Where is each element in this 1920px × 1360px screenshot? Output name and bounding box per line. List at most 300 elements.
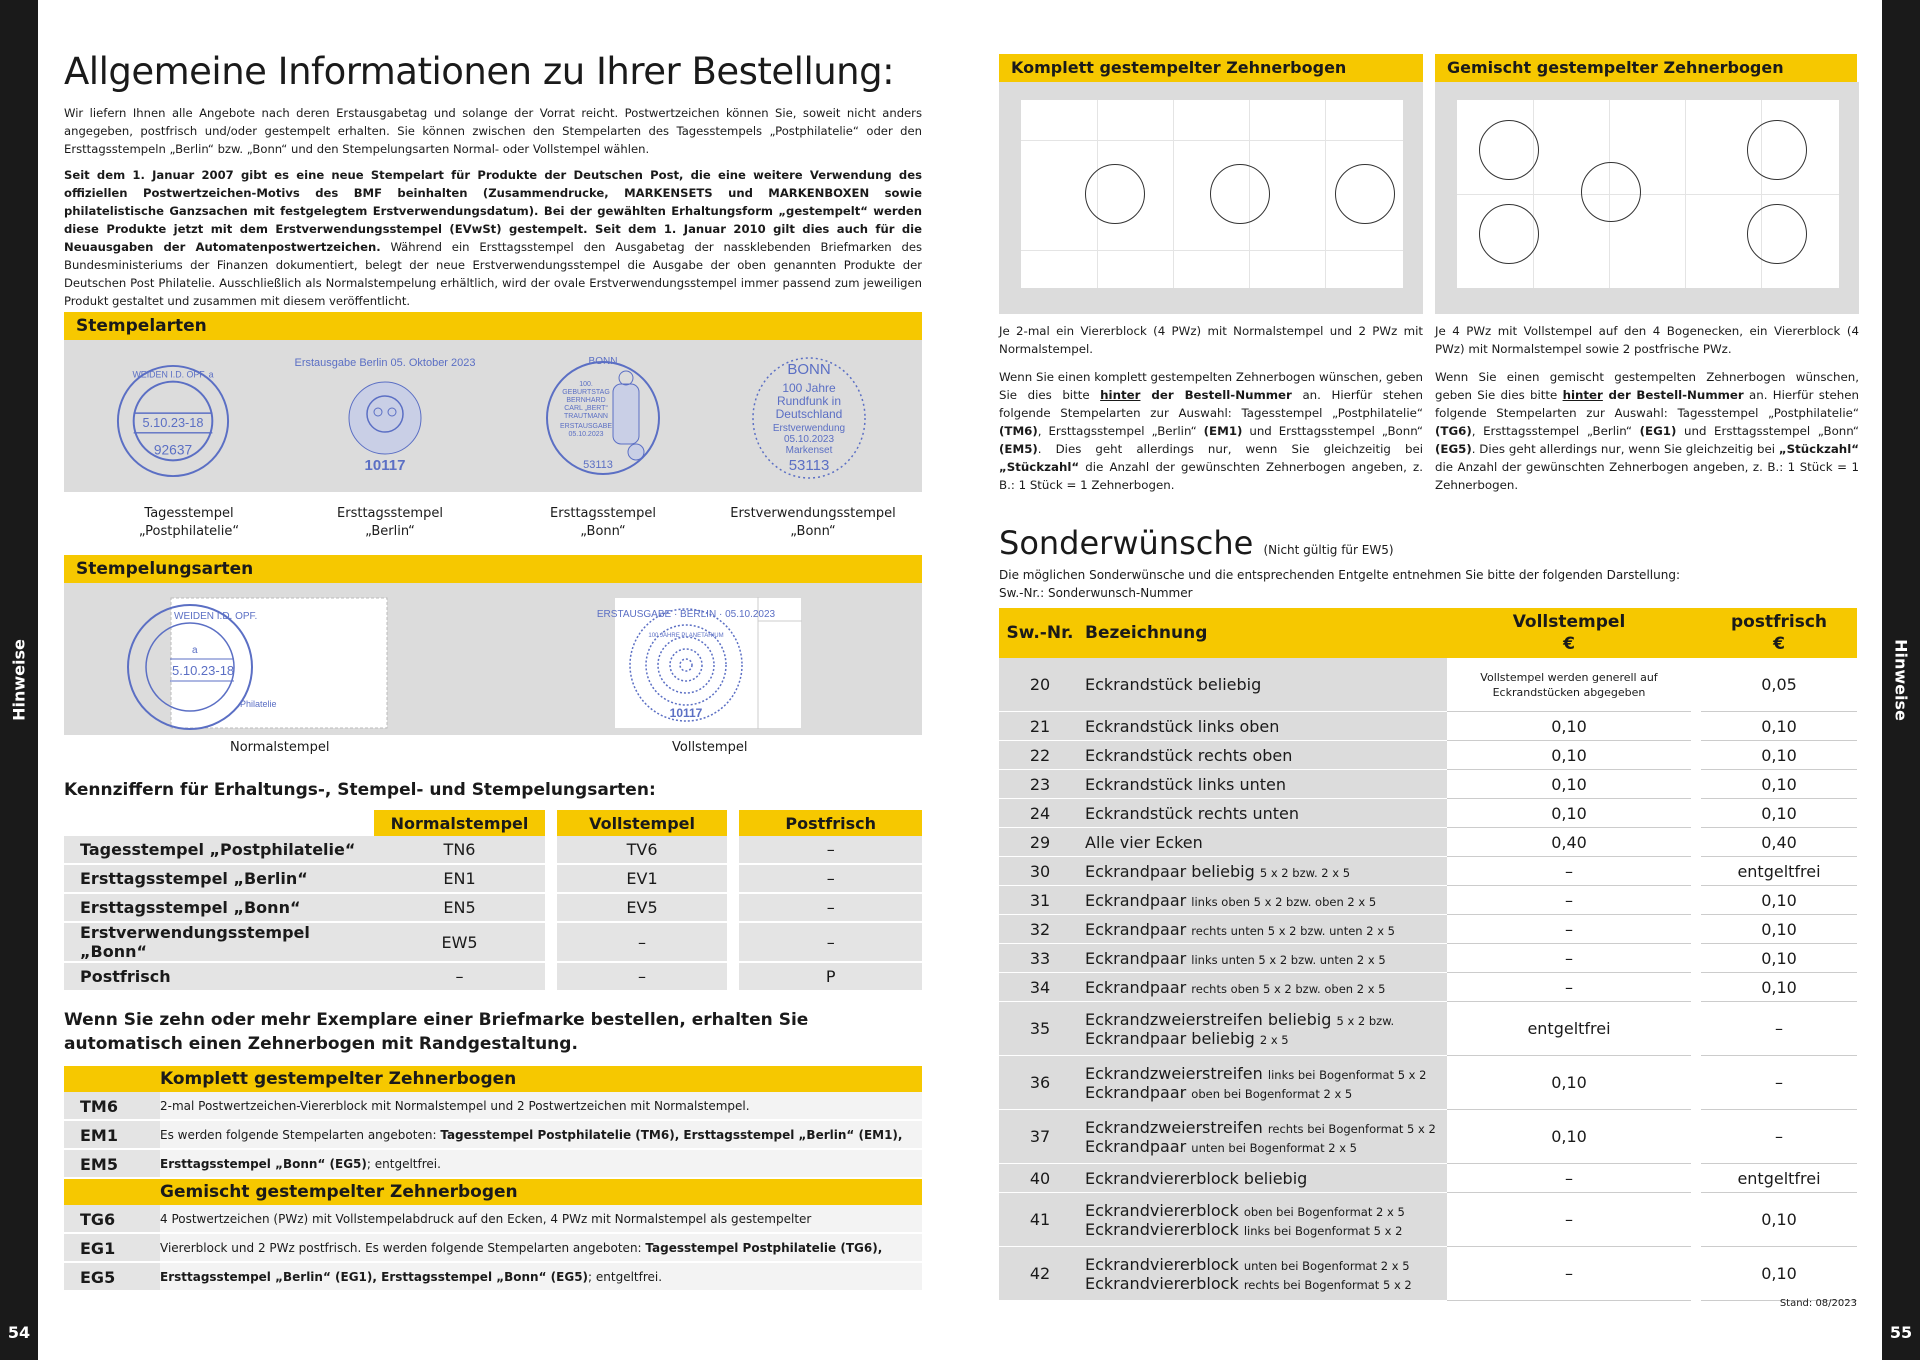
sw-bez-detail: rechts bei Bogenformat 5 x 2 [1243,1277,1412,1292]
sw-cell-postfrisch: 0,10 [1701,1247,1857,1301]
stamp1-date: 5.10.23-18 [142,414,204,430]
sw-bez-line [1085,775,1447,794]
side-label-right: Hinweise [1891,639,1911,721]
txt: an. Hierfür stehen folgende Stempelarten zur Auswahl: Tagesstempel „Postphilatelie“ [999,388,1424,420]
sw-bez-detail: rechts oben 5 x 2 bzw. oben 2 x 5 [1191,981,1386,996]
zehnerbogen-table [64,1066,922,1292]
ersttagsstempel-bonn-image [538,352,668,482]
sw-bez-detail: 2 x 5 [1259,1032,1289,1047]
grid-line [1457,194,1839,195]
sw-cell-postfrisch: – [1701,1002,1857,1056]
sw-cell-voll: Vollstempel werden generell auf Eckrandstücken abgegeben [1447,658,1691,712]
caption-vollstempel: Vollstempel [672,740,748,755]
sw-bez-line [1085,833,1447,852]
sw-bez-detail: 5 x 2 bzw. 2 x 5 [1259,865,1351,880]
zb-text: 2-mal Postwertzeichen-Viererblock mit Normalstempel und 2 Postwertzeichen mit Normalstempel. [160,1092,922,1121]
sw-cell-bezeichnung [1081,915,1447,944]
normal-stamp-circle [1581,162,1641,222]
sw-bez-line [1085,1169,1447,1188]
tagesstempel-image [114,362,232,480]
sw-bez-detail: oben bei Bogenformat 2 x 5 [1243,1204,1405,1219]
sw-bez-main: Eckrandpaar [1085,977,1187,997]
sw-gap [1691,658,1701,712]
sw-bez-main: Eckrandviererblock [1085,1200,1239,1220]
kz-cell-p: – [739,836,922,865]
komplett-header: Komplett gestempelter Zehnerbogen [999,54,1423,82]
kz-cell-label: Ersttagsstempel „Bonn“ [64,894,374,923]
sw-bez-line [1085,1255,1447,1274]
sw-cell-voll: – [1447,1164,1691,1193]
txt: , Ersttagsstempel „Berlin“ [1471,424,1640,438]
sw-cell-voll: 0,10 [1447,741,1691,770]
code-tm6: (TM6) [999,424,1038,438]
sw-cell-postfrisch: – [1701,1110,1857,1164]
normalstempel-image [170,597,388,729]
sw-row [999,944,1857,973]
stempelarten-header: Stempelarten [64,312,922,340]
code-eg1: (EG1) [1639,424,1677,438]
sw-bez-main: Eckrandstück rechts oben [1085,745,1293,765]
sw-cell-voll: 0,10 [1447,1110,1691,1164]
kz-header-voll: Vollstempel [557,810,727,836]
sw-bez-line [1085,1137,1447,1156]
kz-row [64,923,922,963]
sw-cell-voll: – [1447,973,1691,1002]
sw-cell-postfrisch: 0,10 [1701,973,1857,1002]
kz-cell-label: Erstverwendungsstempel „Bonn“ [64,923,374,963]
sonder-intro-line1: Die möglichen Sonderwünsche und die entsprechenden Entgelte entnehmen Sie bitte der folgenden Darstellung: [999,568,1680,582]
sw-bez-main: Eckrandviererblock [1085,1254,1239,1274]
sw-bez-line [1085,862,1447,881]
sw-cell-postfrisch: 0,10 [1701,915,1857,944]
sw-gap [1691,857,1701,886]
komplett-desc-text: Je 2-mal ein Viererblock (4 PWz) mit Normalstempel und 2 PWz mit Normalstempel. [999,324,1423,356]
sw-gap [1691,1193,1701,1247]
stamp3-line3: BERNHARD [566,397,606,404]
sw-cell-bezeichnung [1081,658,1447,712]
ersttagsstempel-berlin-image [294,352,476,482]
stamp4-line1: 100 Jahre [782,381,836,395]
zb-text-a: Viererblock und 2 PWz postfrisch. Es werden folgende Stempelarten angeboten: [160,1241,646,1255]
sw-row [999,658,1857,712]
grid-line [1173,100,1174,288]
txt-hinter: hinter [1562,388,1603,402]
zb-text-c: ; entgeltfrei. [366,1157,441,1171]
stamp2-arc-text: Erstausgabe Berlin 05. Oktober 2023 [294,357,476,369]
kz-gap [545,810,557,836]
caption4-line1: Erstverwendungsstempel [730,506,896,521]
sw-cell-nr: 35 [999,1002,1081,1056]
sw-cell-postfrisch: 0,10 [1701,770,1857,799]
stamp4-line4: Erstverwendung [772,423,846,434]
sw-bez-main: Eckrandstück links unten [1085,774,1287,794]
sw-bez-main: Eckrandviererblock beliebig [1085,1168,1308,1188]
sw-cell-bezeichnung [1081,712,1447,741]
stamp3-line2: GEBURTSTAG [562,389,610,396]
sw-gap [1691,799,1701,828]
kz-cell-p: – [739,894,922,923]
sw-cell-voll: – [1447,1247,1691,1301]
sw-row [999,1002,1857,1056]
sw-bez-main: Eckrandpaar beliebig [1085,861,1255,881]
zb-row [64,1263,922,1292]
stamp1-code: 92637 [153,442,193,458]
sw-cell-bezeichnung [1081,799,1447,828]
zb-row [64,1092,922,1121]
gemischt-description [1435,322,1859,504]
kz-header-normal: Normalstempel [374,810,544,836]
gemischt-sheet [1457,100,1839,288]
sw-cell-voll: 0,10 [1447,712,1691,741]
stamp3-line6: ERSTAUSGABE [560,423,612,430]
sw-bez-line [1085,1010,1447,1029]
sw-bez-main: Alle vier Ecken [1085,832,1203,852]
kz-cell-p: P [739,963,922,992]
sw-cell-postfrisch: 0,10 [1701,712,1857,741]
sw-cell-nr: 22 [999,741,1081,770]
sw-bez-main: Eckrandstück links oben [1085,716,1280,736]
intro-text [64,104,922,318]
sw-bez-line [1085,746,1447,765]
sw-cell-nr: 32 [999,915,1081,944]
sw-gap [1691,712,1701,741]
sw-gap [1691,828,1701,857]
zb-code: TM6 [64,1092,160,1121]
caption2-line2: „Berlin“ [365,524,415,539]
voll-stamp-circle [1479,204,1539,264]
sw-bez-main: Eckrandzweierstreifen [1085,1063,1263,1083]
sw-row [999,741,1857,770]
txt-bold: der Bestell-Nummer [1602,388,1744,402]
sw-row [999,1247,1857,1301]
kz-cell-label: Postfrisch [64,963,374,992]
sw-bez-detail: rechts bei Bogenformat 5 x 2 [1267,1121,1436,1136]
sw-bez-line [1085,891,1447,910]
sw-bez-main: Eckrandviererblock [1085,1219,1239,1239]
sonder-title-text: Sonderwünsche [999,524,1254,562]
stamp3-top: BONN [588,356,618,367]
kz-cell-n: EN5 [374,894,544,923]
caption3-line2: „Bonn“ [580,524,626,539]
zb-code: EG5 [64,1263,160,1292]
sw-row [999,915,1857,944]
sw-cell-postfrisch: – [1701,1056,1857,1110]
sw-row [999,799,1857,828]
txt-hinter: hinter [1100,388,1141,402]
page-number-right: 55 [1889,1323,1913,1342]
intro-paragraph-2 [64,166,922,310]
kz-cell-label: Tagesstempel „Postphilatelie“ [64,836,374,865]
txt: und Ersttagsstempel „Bonn“ [1676,424,1859,438]
sw-bez-detail: links bei Bogenformat 5 x 2 [1243,1223,1403,1238]
sw-header-voll-label: Vollstempel [1512,612,1626,632]
komplett-sheet [1021,100,1403,288]
caption4-line2: „Bonn“ [790,524,836,539]
grid-line [1325,100,1326,288]
kz-cell-p: – [739,923,922,963]
sonderwuensche-title [999,524,1394,562]
sonderwuensche-table [999,608,1857,1301]
sw-gap [1691,1056,1701,1110]
kz-header-empty [64,810,374,836]
sw-bez-detail: 5 x 2 bzw. [1336,1013,1395,1028]
code-em5: (EM5) [999,442,1038,456]
sw-cell-bezeichnung [1081,857,1447,886]
zb-code: EM1 [64,1121,160,1150]
sw-header-postfrisch [1701,608,1857,658]
sw-bez-detail: unten bei Bogenformat 2 x 5 [1191,1140,1357,1155]
sonder-intro-line2: Sw.-Nr.: Sonderwunsch-Nummer [999,586,1193,600]
intro-rest-text: Während ein Ersttagsstempel den Ausgabetag der nassklebenden Briefmarken des Bundesministeriums der Finanzen dokumentiert, belegt der neue Erstverwendungsstempel die Ausgabe der oben genannten Produkte der Deutschen Post Philatelie. Ausschließlich als Normalstempelung erhältlich, wird der ovale Erstverwendungsstempel immer passend zum jeweiligen Produkt gestaltet und zusammen mit diesem veröffentlicht. [64,240,923,308]
sonder-note: (Nicht gültig für EW5) [1263,543,1394,557]
sw-gap [1691,944,1701,973]
sw-cell-voll: – [1447,1193,1691,1247]
sw-cell-voll: – [1447,944,1691,973]
sw-cell-postfrisch: 0,10 [1701,741,1857,770]
zb-text [160,1234,922,1263]
sw-cell-nr: 20 [999,658,1081,712]
sw-bez-line [1085,1064,1447,1083]
sw-cell-postfrisch: 0,40 [1701,828,1857,857]
normal-stamp-top: WEIDEN I.D. OPF. [174,611,258,622]
sw-cell-voll: 0,10 [1447,799,1691,828]
kennziffern-title: Kennziffern für Erhaltungs-, Stempel- und Stempelungsarten: [64,780,656,800]
page-title: Allgemeine Informationen zu Ihrer Bestellung: [64,50,895,93]
kz-cell-v: TV6 [557,836,727,865]
sw-cell-nr: 42 [999,1247,1081,1301]
voll-stamp-arc: ERSTAUSGABE · BERLIN · 05.10.2023 [596,609,776,620]
zb-text-b: Ersttagsstempel „Bonn“ (EG5) [160,1157,367,1171]
sw-cell-voll: – [1447,915,1691,944]
sw-cell-postfrisch: 0,05 [1701,658,1857,712]
sw-cell-postfrisch: 0,10 [1701,799,1857,828]
kz-cell-p: – [739,865,922,894]
kz-gap [727,963,739,992]
sw-cell-voll: entgeltfrei [1447,1002,1691,1056]
sw-gap [1691,1002,1701,1056]
kz-header-postfrisch: Postfrisch [739,810,922,836]
intro-paragraph-1: Wir liefern Ihnen alle Angebote nach deren Erstausgabetag und solange der Vorrat reicht. Postwertzeichen können Sie, soweit nicht anders angegeben, postfrisch und/oder gestempelt erhalten. Sie können zwischen den Stempelarten des Tagesstempels „Postphilatelie“ oder den Ersttagsstempeln „Berlin“ bzw. „Bonn“ und den Stempelungsarten Normal- oder Vollstempel wählen. [64,106,922,156]
kz-cell-n: EN1 [374,865,544,894]
komplett-instructions [999,368,1423,494]
sw-row [999,712,1857,741]
right-side-band [1882,0,1920,1360]
stand-date: Stand: 08/2023 [1779,1298,1857,1309]
stamp3-line4: CARL „BERT“ [564,405,608,412]
vollstempel-image [596,597,802,729]
sw-bez-detail: unten bei Bogenformat 2 x 5 [1243,1258,1410,1273]
sw-bez-main: Eckrandzweierstreifen [1085,1117,1263,1137]
sw-gap [1691,886,1701,915]
zb-text [160,1150,922,1179]
kz-row [64,963,922,992]
sw-cell-bezeichnung [1081,770,1447,799]
caption2-line1: Ersttagsstempel [337,506,443,521]
sw-cell-postfrisch: 0,10 [1701,1193,1857,1247]
sw-cell-bezeichnung [1081,944,1447,973]
sw-bez-line [1085,949,1447,968]
stamp4-line3: Deutschland [775,407,843,421]
stamp3-code: 53113 [583,459,613,471]
sw-cell-postfrisch: 0,10 [1701,886,1857,915]
code-em1: (EM1) [1203,424,1243,438]
zb-text-b: Tagesstempel Postphilatelie (TG6), [645,1241,883,1255]
stempelarten-section [64,312,922,492]
sw-bez-detail: links oben 5 x 2 bzw. oben 2 x 5 [1191,894,1377,909]
zb-komplett-header: Komplett gestempelter Zehnerbogen [64,1066,922,1092]
zb-text-a: Es werden folgende Stempelarten angeboten: [160,1128,441,1142]
intro-bold-text: Seit dem 1. Januar 2007 gibt es eine neue Stempelart für Produkte der Deutschen Post, die eine weitere Verwendung des offiziellen Postwertzeichen-Motivs des BMF beinhalten (Zusammendrucke, MARKENSETS und MARKENBOXEN sowie philatelistische Ganzsachen mit festgelegtem Erstverwendungsdatum). Bei der gewählten Erhaltungsform „gestempelt“ werden diese Produkte jetzt mit dem Erstverwendungsstempel (EVwSt) gestempelt. Seit dem 1. Januar 2010 gilt dies auch für die Neuausgaben der Automatenpostwertzeichen. [64,168,922,254]
zb-row [64,1205,922,1234]
sw-bez-main: Eckrandstück rechts unten [1085,803,1299,823]
txt-stueckzahl: „Stückzahl“ [1778,442,1859,456]
sw-cell-bezeichnung [1081,886,1447,915]
caption-tagesstempel [84,505,294,541]
kz-gap [545,923,557,963]
sw-bez-main: Eckrandpaar [1085,1136,1187,1156]
komplett-description [999,322,1423,504]
sw-row [999,1110,1857,1164]
kz-cell-v: – [557,923,727,963]
txt: Wenn Sie einen gemischt gestempelten Zehnerbogen wünschen, geben Sie dies bitte [1435,370,1859,402]
sw-gap [1691,1247,1701,1301]
sw-bez-main: Eckrandpaar [1085,1082,1187,1102]
sw-cell-nr: 31 [999,886,1081,915]
sw-cell-nr: 34 [999,973,1081,1002]
sw-bez-line [1085,1274,1447,1293]
voll-stamp-circle [1747,204,1807,264]
sw-cell-bezeichnung [1081,1193,1447,1247]
sw-bez-line [1085,1201,1447,1220]
sw-cell-nr: 41 [999,1193,1081,1247]
sw-cell-voll: – [1447,886,1691,915]
sw-bez-line [1085,1118,1447,1137]
sw-bez-line [1085,1220,1447,1239]
zb-row [64,1121,922,1150]
left-side-band [0,0,38,1360]
txt: die Anzahl der gewünschten Zehnerbogen angeben, z. B.: 1 Stück = 1 Zehnerbogen. [1435,460,1859,492]
normal-stamp-a: a [192,645,198,656]
sw-bez-main: Eckrandpaar beliebig [1085,1028,1255,1048]
sw-cell-bezeichnung [1081,741,1447,770]
kz-row [64,865,922,894]
sw-gap [1691,770,1701,799]
voll-stamp-inner: 100 JAHRE PLANETARIUM [648,633,724,639]
sw-cell-nr: 40 [999,1164,1081,1193]
kz-gap [545,963,557,992]
normal-stamp-circle [1335,164,1395,224]
kz-row [64,836,922,865]
sw-cell-voll: 0,40 [1447,828,1691,857]
zb-text [160,1263,922,1292]
zb-code: EG1 [64,1234,160,1263]
txt-bold: der Bestell-Nummer [1140,388,1292,402]
sonder-intro [999,566,1680,602]
zehnerbogen-intro: Wenn Sie zehn oder mehr Exemplare einer Briefmarke bestellen, erhalten Sie automatisch einen Zehnerbogen mit Randgestaltung. [64,1010,809,1054]
sw-cell-nr: 36 [999,1056,1081,1110]
erstverwendungsstempel-image [744,352,874,482]
sw-header-pf-unit: € [1773,634,1785,654]
caption-ersttag-berlin [285,505,495,541]
sw-bez-detail: oben bei Bogenformat 2 x 5 [1191,1086,1353,1101]
grid-line [1021,140,1403,141]
stempelungsarten-panel [64,583,922,735]
normal-stamp-circle [1210,164,1270,224]
zb-code: EM5 [64,1150,160,1179]
sw-bez-main: Eckrandviererblock [1085,1273,1239,1293]
caption-erstverwendung [708,505,918,541]
zb-code: TG6 [64,1205,160,1234]
txt-stueckzahl: „Stückzahl“ [999,460,1080,474]
sw-bez-line [1085,804,1447,823]
sw-cell-postfrisch: entgeltfrei [1701,857,1857,886]
kz-cell-v: EV5 [557,894,727,923]
stamp1-top-text: WEIDEN I.D. OPF. a [132,369,214,380]
sw-cell-bezeichnung [1081,1247,1447,1301]
code-tg6: (TG6) [1435,424,1472,438]
sw-bez-detail: links unten 5 x 2 bzw. unten 2 x 5 [1191,952,1386,967]
kz-cell-n: – [374,963,544,992]
kz-row [64,894,922,923]
normal-stamp-circle [1085,164,1145,224]
caption-ersttag-bonn [498,505,708,541]
voll-stamp-circle [1479,120,1539,180]
caption1-line2: „Postphilatelie“ [138,524,240,539]
sw-cell-postfrisch: 0,10 [1701,944,1857,973]
sw-cell-nr: 24 [999,799,1081,828]
kz-cell-v: EV1 [557,865,727,894]
sw-cell-nr: 33 [999,944,1081,973]
sw-bez-detail: rechts unten 5 x 2 bzw. unten 2 x 5 [1191,923,1395,938]
sw-gap [1691,973,1701,1002]
kz-cell-label: Ersttagsstempel „Berlin“ [64,865,374,894]
sw-cell-voll: 0,10 [1447,770,1691,799]
kz-gap [545,836,557,865]
sw-row [999,1056,1857,1110]
stempelungsarten-header: Stempelungsarten [64,555,922,583]
zb-row [64,1150,922,1179]
sw-cell-bezeichnung [1081,1110,1447,1164]
voll-stamp-circle [1747,120,1807,180]
kz-gap [727,836,739,865]
stempelarten-panel [64,340,922,492]
stamp4-line5: 05.10.2023 [783,434,835,445]
sw-cell-voll: – [1447,857,1691,886]
zb-text: 4 Postwertzeichen (PWz) mit Vollstempelabdruck auf den Ecken, 4 PWz mit Normalstempel als gestempelter [160,1205,922,1234]
stamp4-line6: Markenset [785,445,833,456]
sw-row [999,886,1857,915]
sw-cell-nr: 30 [999,857,1081,886]
sw-bez-main: Eckrandzweierstreifen beliebig [1085,1009,1332,1029]
code-eg5: (EG5) [1435,442,1472,456]
sw-row [999,857,1857,886]
sw-row [999,1193,1857,1247]
sw-cell-bezeichnung [1081,1002,1447,1056]
stamp-captions [64,505,922,545]
txt: . Dies geht allerdings nur, wenn Sie gleichzeitig bei [1037,442,1423,456]
sw-cell-bezeichnung [1081,1164,1447,1193]
kz-gap [727,865,739,894]
sw-bez-main: Eckrandpaar [1085,948,1187,968]
sw-row [999,828,1857,857]
stamp4-line2: Rundfunk in [776,394,842,408]
voll-stamp-code: 10117 [669,706,703,720]
zb-text-b: Ersttagsstempel „Berlin“ (EG1), Ersttagsstempel „Bonn“ (EG5) [160,1270,589,1284]
sw-gap [1691,741,1701,770]
grid-line [1021,250,1403,251]
sw-bez-line [1085,1029,1447,1048]
sw-header-bezeichnung: Bezeichnung [1081,608,1447,658]
